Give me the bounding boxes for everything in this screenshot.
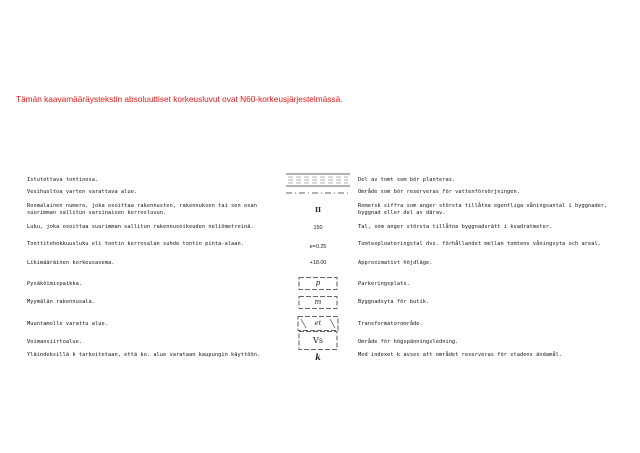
floor-count-symbol: II xyxy=(314,206,322,214)
legend-text-sv: Del av tomt som bör planteras. xyxy=(358,177,456,183)
efficiency-symbol: e=0.25 xyxy=(309,244,327,250)
legend-text-sv: Tal, som anger största tillåtna byggnadsrätt i kvadratmeter. xyxy=(358,224,553,230)
legend-text-sv: Parkeringsplats. xyxy=(358,281,410,287)
legend-text-sv: Transformatorområde. xyxy=(358,321,423,327)
legend-text-fi: Tonttitehokkuusluku eli tontin kerrosalan suhde tontin pinta-alaan. xyxy=(27,241,245,247)
legend-text-fi: Voimansiirtoalue. xyxy=(27,339,83,345)
parking-area-icon xyxy=(283,275,353,291)
legend-text-sv: Område för högspänningsledning. xyxy=(358,339,459,345)
legend-text-sv: Med indexet k avses att området reserveras för stadens ändamål. xyxy=(358,352,563,358)
legend-text-fi: Luku, joka osoittaa suurimman sallitun rakennusoikeuden neliömetreinä. xyxy=(27,224,254,230)
power-line-symbol: Vs xyxy=(313,335,323,345)
legend-text-fi: Pysäköimispaikka. xyxy=(27,281,83,287)
legend-text-fi: Vesihuoltoa varten varattava alue. xyxy=(27,189,138,195)
dashed-line-icon xyxy=(283,186,353,200)
legend-text-sv: Byggnadsyta för butik. xyxy=(358,299,430,305)
legend-text-sv: Romersk siffra som anger största tillåtna egentliga våningsantal i byggnader, byggnad eller del av därav. xyxy=(358,203,608,216)
legend-text-fi: Yläindeksillä k tarkoitetaan, että ko. alue varataan kaupungin käyttöön. xyxy=(27,352,261,358)
legend-text-fi: Roomalainen numero, joka osoittaa rakennusten, rakennuksen tai sen osan suurimman sallitun varsinaisen kerrosluvun. xyxy=(27,203,257,216)
shop-symbol: m xyxy=(314,298,322,306)
superscript-index-icon xyxy=(283,350,353,364)
legend-text-fi: Likimääräinen korkeusasema. xyxy=(27,260,115,266)
power-line-area-icon xyxy=(283,329,353,351)
legend-text-fi: Myymälän rakennusala. xyxy=(27,299,96,305)
legend-text-sv: Tomtexploateringstal dvs. förhållandet mellan tomtens våningsyta och areal. xyxy=(358,241,601,247)
legend-text-sv: Approximativt höjdläge. xyxy=(358,260,433,266)
parking-symbol: p xyxy=(315,279,321,287)
notice-text: Tämän kaavamääräystekstin absoluuttiset korkeusluvut ovat N60-korkeusjärjestelmässä. xyxy=(16,94,343,104)
shop-area-icon xyxy=(283,294,353,310)
legend-text-fi: Istutettava tontinosa. xyxy=(27,177,99,183)
legend-text-fi: Muuntamolle varattu alue. xyxy=(27,321,108,327)
legend-text-sv: Område som bör reserveras för vattenförsörjningen. xyxy=(358,189,520,195)
transformer-symbol: et xyxy=(314,319,322,327)
index-symbol: k xyxy=(315,352,321,362)
hatched-band-icon xyxy=(283,173,353,187)
elevation-symbol: +18.00 xyxy=(309,260,327,266)
building-right-symbol: 150 xyxy=(313,225,323,231)
